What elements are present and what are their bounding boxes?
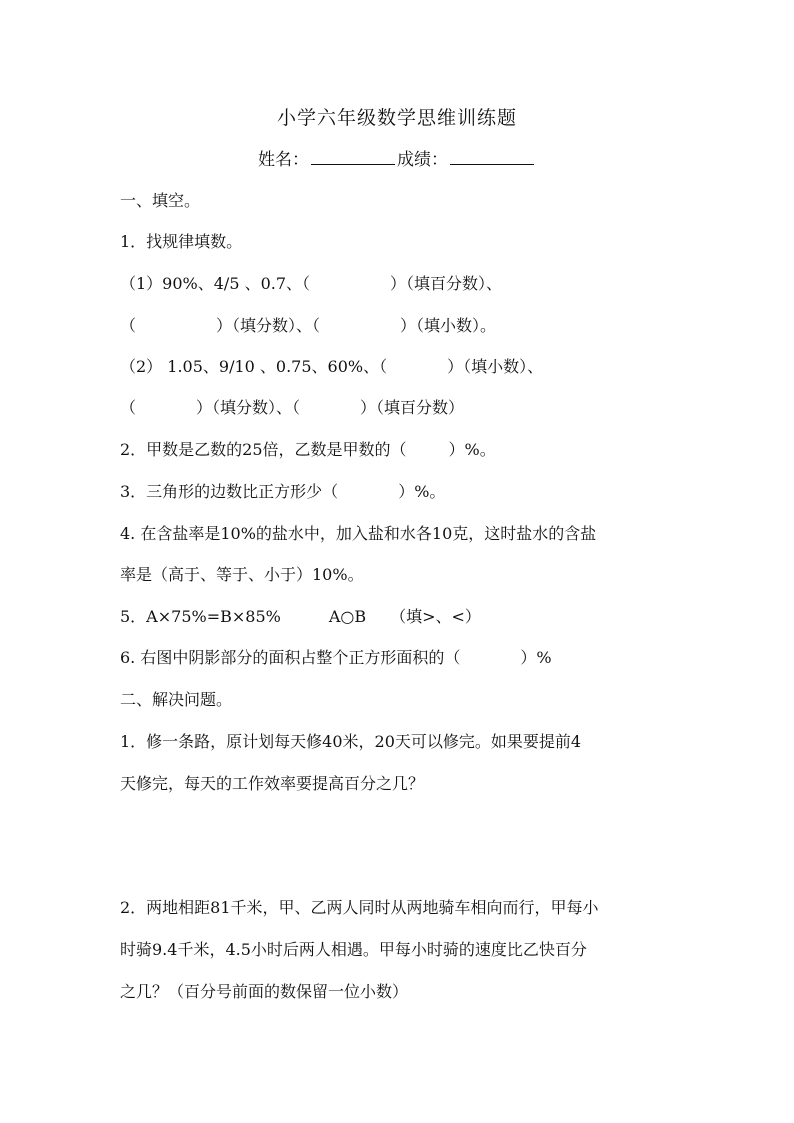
q1-p2-l2-text-a: （	[120, 398, 137, 417]
q1-p2-l1-text-a: （2） 1.05、9/10 、0.75、60%、（	[120, 357, 388, 376]
q1-p2-l2-text-c: ）（填百分数）	[360, 398, 465, 417]
q3-line	[120, 479, 684, 505]
s2-q2-line2: 时骑9.4千米，4.5小时后两人相遇。甲每小时骑的速度比乙快百分	[120, 940, 587, 959]
q4-line2: 率是（高于、等于、小于）10%。	[120, 565, 364, 584]
q1-part1-line2	[120, 313, 684, 339]
q5-line: 5．A×75%=B×85% A○B （填>、<）	[120, 607, 481, 626]
q6-text-a: 6. 右图中阴影部分的面积占整个正方形面积的（	[120, 648, 461, 667]
q1-p1-l1-text-b: ）（填百分数）、	[390, 274, 503, 293]
name-score-line	[0, 146, 794, 173]
page-title: 小学六年级数学思维训练题	[276, 107, 517, 129]
q1-part2-line2	[120, 395, 684, 421]
q1-part2-line1	[120, 354, 684, 380]
q1-p1-l2-text-c: ）（填小数）。	[400, 316, 497, 335]
q1-label: 1．找规律填数。	[120, 232, 243, 251]
q3-text-b: ）%。	[398, 482, 446, 501]
name-blank[interactable]	[311, 146, 395, 165]
q6-line	[120, 645, 684, 671]
q1-p1-l2-text-b: ）（填分数）、（	[216, 316, 321, 335]
q6-text-b: ）%	[520, 648, 552, 667]
q1-p2-l2-text-b: ）（填分数）、（	[196, 398, 301, 417]
q4-line1: 4. 在含盐率是10%的盐水中，加入盐和水各10克，这时盐水的含盐	[120, 524, 597, 543]
score-blank[interactable]	[450, 146, 534, 165]
section1-heading: 一、填空。	[120, 191, 201, 210]
q1-p2-l1-text-b: ）（填小数）、	[447, 357, 544, 376]
q1-part1-line1	[120, 271, 684, 297]
name-label: 姓名：	[258, 150, 309, 170]
q3-text-a: 3．三角形的边数比正方形少（	[120, 482, 339, 501]
q2-text-b: ）%。	[448, 440, 496, 459]
q1-p1-l1-text-a: （1）90%、4/5 、0.7、（	[120, 274, 311, 293]
q2-line	[120, 437, 684, 463]
s2-q2-line1: 2．两地相距81千米，甲、乙两人同时从两地骑车相向而行，甲每小	[120, 898, 599, 917]
q1-p1-l2-text-a: （	[120, 316, 137, 335]
section2-heading: 二、解决问题。	[120, 690, 233, 709]
q2-text-a: 2．甲数是乙数的25倍，乙数是甲数的（	[120, 440, 407, 459]
s2-q2-line3: 之几？（百分号前面的数保留一位小数）	[120, 982, 409, 1001]
score-label: 成绩：	[397, 150, 448, 170]
s2-q1-line2: 天修完，每天的工作效率要提高百分之几？	[120, 774, 425, 793]
s2-q1-line1: 1．修一条路，原计划每天修40米，20天可以修完。如果要提前4	[120, 732, 582, 751]
